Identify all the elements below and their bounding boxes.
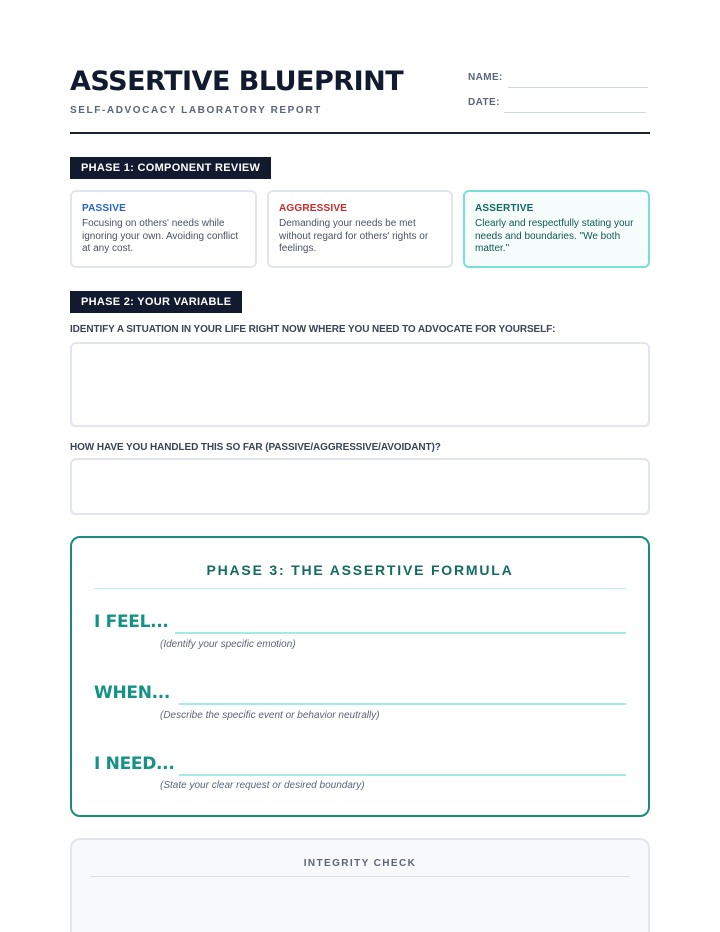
situation-answer-box[interactable] (70, 342, 650, 427)
integrity-divider (90, 876, 630, 877)
name-label: NAME: (468, 72, 503, 83)
page-title: ASSERTIVE BLUEPRINT (70, 66, 404, 97)
when-label: WHEN... (94, 683, 171, 703)
question-handled: HOW HAVE YOU HANDLED THIS SO FAR (PASSIVE/AGGRESSIVE/AVOIDANT)? (70, 442, 441, 453)
i-feel-hint: (Identify your specific emotion) (160, 639, 296, 650)
card-assertive-text: Clearly and respectfully stating your needs and boundaries. "We both matter." (475, 218, 634, 254)
card-passive-text: Focusing on others' needs while ignoring your own. Avoiding conflict at any cost. (82, 218, 239, 254)
i-feel-label: I FEEL... (94, 612, 169, 632)
i-need-hint: (State your clear request or desired boundary) (160, 780, 365, 791)
card-assertive-title: ASSERTIVE (475, 203, 534, 214)
name-field[interactable] (468, 72, 650, 88)
question-situation: IDENTIFY A SITUATION IN YOUR LIFE RIGHT NOW WHERE YOU NEED TO ADVOCATE FOR YOURSELF: (70, 324, 556, 335)
date-field[interactable] (468, 97, 650, 113)
card-aggressive-text: Demanding your needs be met without regard for others' rights or feelings. (279, 218, 429, 254)
integrity-title: INTEGRITY CHECK (303, 858, 417, 869)
card-assertive (463, 190, 650, 268)
card-aggressive (267, 190, 453, 268)
card-passive (70, 190, 257, 268)
date-label: DATE: (468, 97, 500, 108)
i-need-input-line[interactable] (179, 774, 626, 776)
i-need-label: I NEED... (94, 754, 175, 774)
report-header (70, 66, 650, 134)
name-input-line[interactable] (508, 87, 648, 88)
page-subtitle: SELF-ADVOCACY LABORATORY REPORT (70, 105, 322, 116)
phase1-tag: PHASE 1: COMPONENT REVIEW (70, 157, 271, 179)
assertive-formula-panel (70, 536, 650, 817)
phase2-tag: PHASE 2: YOUR VARIABLE (70, 291, 242, 313)
card-aggressive-title: AGGRESSIVE (279, 203, 348, 214)
card-passive-title: PASSIVE (82, 203, 127, 214)
date-input-line[interactable] (504, 112, 646, 113)
formula-title: PHASE 3: THE ASSERTIVE FORMULA (206, 562, 514, 578)
integrity-check-panel (70, 838, 650, 932)
handled-answer-box[interactable] (70, 458, 650, 515)
when-hint: (Describe the specific event or behavior neutrally) (160, 710, 380, 721)
i-feel-input-line[interactable] (175, 632, 626, 634)
when-input-line[interactable] (179, 703, 626, 705)
formula-divider (94, 588, 626, 589)
